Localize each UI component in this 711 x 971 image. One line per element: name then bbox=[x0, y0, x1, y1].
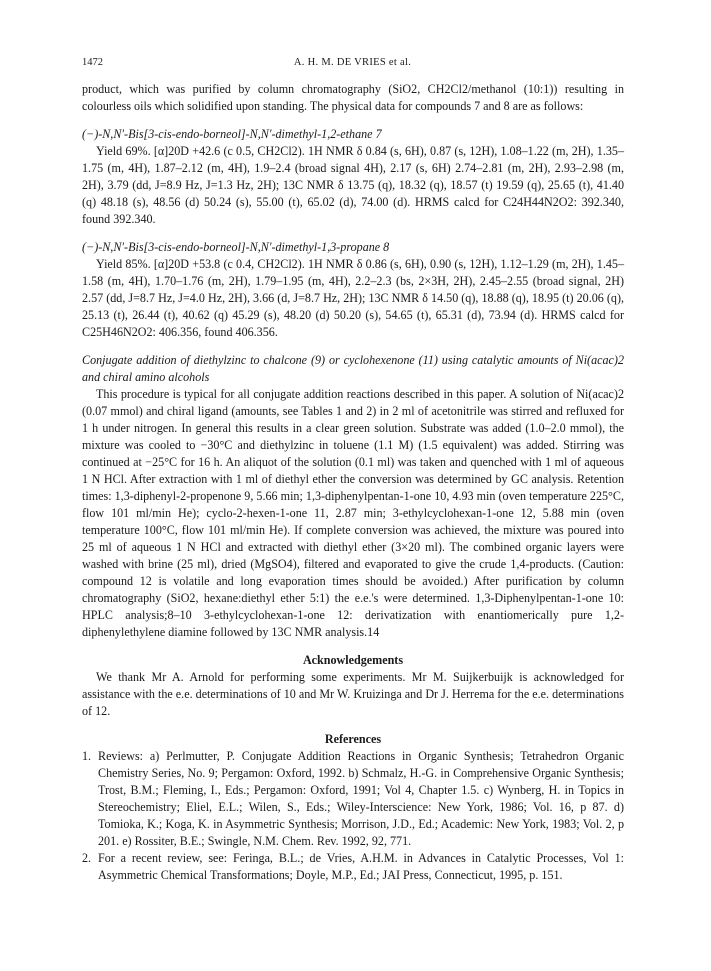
compound-7-heading: (−)-N,N′-Bis[3-cis-endo-borneol]-N,N′-dimethyl-1,2-ethane 7 bbox=[82, 127, 382, 141]
reference-item bbox=[82, 748, 624, 850]
article-body bbox=[82, 81, 624, 884]
reference-text: Reviews: a) Perlmutter, P. Conjugate Addition Reactions in Organic Synthesis; Tetrahedron Organic Chemistry Series, No. 9; Pergamon: Oxford, 1992. b) Schmalz, H.-G. in Comprehensive Organic Synthesis; Trost, B.M.; Fleming, I., Eds.; Pergamon: Oxford, 1991; Vol 4, Chapter 1.5. c) Wynberg, H. in Topics in Stereochemistry; Eliel, E.L.; Wilen, S., Eds.; Wiley-Interscience: New York, 1986; Vol. 16, p 87. d) Tomioka, K.; Koga, K. in Asymmetric Synthesis; Morrison, J.D., Ed.; Academic: New York, 1983; Vol. 2, p 201. e) Rossiter, B.E.; Swingle, N.M. Chem. Rev. 1992, 92, 771. bbox=[98, 749, 624, 848]
compound-8-heading: (−)-N,N′-Bis[3-cis-endo-borneol]-N,N′-dimethyl-1,3-propane 8 bbox=[82, 240, 390, 254]
reference-item bbox=[82, 850, 624, 884]
reference-number: 1. bbox=[82, 749, 92, 763]
reference-list bbox=[82, 748, 624, 884]
acknowledgements-text: We thank Mr A. Arnold for performing some experiments. Mr M. Suijkerbuijk is acknowledged for assistance with the e.e. determinations of 10 and Mr W. Kruizinga and Dr J. Herrema for the e.e. determinations of 12. bbox=[82, 670, 624, 718]
section-body: This procedure is typical for all conjugate addition reactions described in this paper. A solution of Ni(acac)2 (0.07 mmol) and chiral ligand (amounts, see Tables 1 and 2) in 2 ml of acetonitrile was stirred and refluxed for 1 h under nitrogen. In general this results in a clear green solution. Substrate was added (1.0–2.0 mmol), the mixture was cooled to −30°C and diethylzinc in toluene (1.1 M) (1.5 equivalent) was added. Stirring was continued at −25°C for 16 h. An aliquot of the solution (0.1 ml) was taken and quenched with 1 ml of aqueous 1 N HCl. After extraction with 1 ml of diethyl ether the conversion was determined by GC analysis. Retention times: 1,3-diphenyl-2-propenone 9, 5.66 min; 1,3-diphenylpentan-1-one 10, 4.93 min (oven temperature 225°C, flow 101 ml/min He); cyclo-2-hexen-1-one 11, 2.87 min; 3-ethylcyclohexan-1-one 12, 5.88 min (oven temperature 100°C, flow 101 ml/min He). If complete conversion was achieved, the mixture was poured into 25 ml of aqueous 1 N HCl and extracted with diethyl ether (3×20 ml). The combined organic layers were washed with brine (25 ml), dried (MgSO4), filtered and evaporated to give the crude 1,4-products. (Caution: compound 12 is volatile and long evaporation times should be avoided.) After purification by column chromatography (SiO2, hexane:diethyl ether 5:1) the e.e.'s were determined. 1,3-Diphenylpentan-1-one 10: HPLC analysis;8–10 3-ethylcyclohexan-1-one 12: derivatization with enantiomerically pure 1,2-diphenylethylene diamine followed by 13C NMR analysis.14 bbox=[82, 387, 624, 639]
page-number: 1472 bbox=[82, 57, 103, 68]
running-author: A. H. M. DE VRIES et al. bbox=[293, 57, 412, 68]
compound-8-data: Yield 85%. [α]20D +53.8 (c 0.4, CH2Cl2). 1H NMR δ 0.86 (s, 6H), 0.90 (s, 12H), 1.12–1.29 (m, 2H), 1.45–1.58 (m, 4H), 1.70–1.76 (m, 2H), 1.79–1.95 (m, 4H), 2.2–2.3 (bs, 2×3H, 2H), 2.45–2.55 (broad signal, 2H) 2.57 (dd, J=8.7 Hz, J=4.0 Hz, 2H), 3.66 (d, J=8.7 Hz, 2H); 13C NMR δ 14.50 (q), 18.88 (q), 18.95 (t) 20.06 (q), 25.13 (t), 26.44 (t), 40.62 (q) 45.29 (s), 48.20 (d) 50.20 (s), 54.65 (t), 65.31 (d), 73.94 (d). HRMS calcd for C25H46N2O2: 406.356, found 406.356. bbox=[82, 257, 624, 339]
compound-7-data: Yield 69%. [α]20D +42.6 (c 0.5, CH2Cl2). 1H NMR δ 0.84 (s, 6H), 0.87 (s, 12H), 1.08–1.22 (m, 2H), 1.35–1.75 (m, 4H), 1.87–2.12 (m, 4H), 1.9–2.4 (broad signal 4H), 2.17 (s, 6H) 2.74–2.81 (m, 2H), 2.93–2.98 (m, 2H), 3.79 (dd, J=8.9 Hz, J=1.3 Hz, 2H); 13C NMR δ 13.75 (q), 18.32 (q), 18.57 (t) 19.59 (q), 25.65 (t), 41.40 (q) 48.18 (s), 48.56 (d) 50.24 (s), 55.00 (t), 65.02 (d), 74.00 (d). HRMS calcd for C24H44N2O2: 392.340, found 392.340. bbox=[82, 144, 624, 226]
section-heading: Conjugate addition of diethylzinc to chalcone (9) or cyclohexenone (11) using catalytic amounts of Ni(acac)2 and chiral amino alcohols bbox=[82, 353, 624, 384]
intro-paragraph: product, which was purified by column chromatography (SiO2, CH2Cl2/methanol (10:1)) resulting in colourless oils which solidified upon standing. The physical data for compounds 7 and 8 are as follows: bbox=[82, 82, 624, 113]
reference-number: 2. bbox=[82, 851, 92, 865]
references-heading: References bbox=[324, 732, 382, 746]
reference-text: For a recent review, see: Feringa, B.L.; de Vries, A.H.M. in Advances in Catalytic Processes, Vol 1: Asymmetric Chemical Transformations; Doyle, M.P., Ed.; JAI Press, Connecticut, 1995, p. 151. bbox=[98, 851, 624, 882]
acknowledgements-heading: Acknowledgements bbox=[302, 653, 404, 667]
